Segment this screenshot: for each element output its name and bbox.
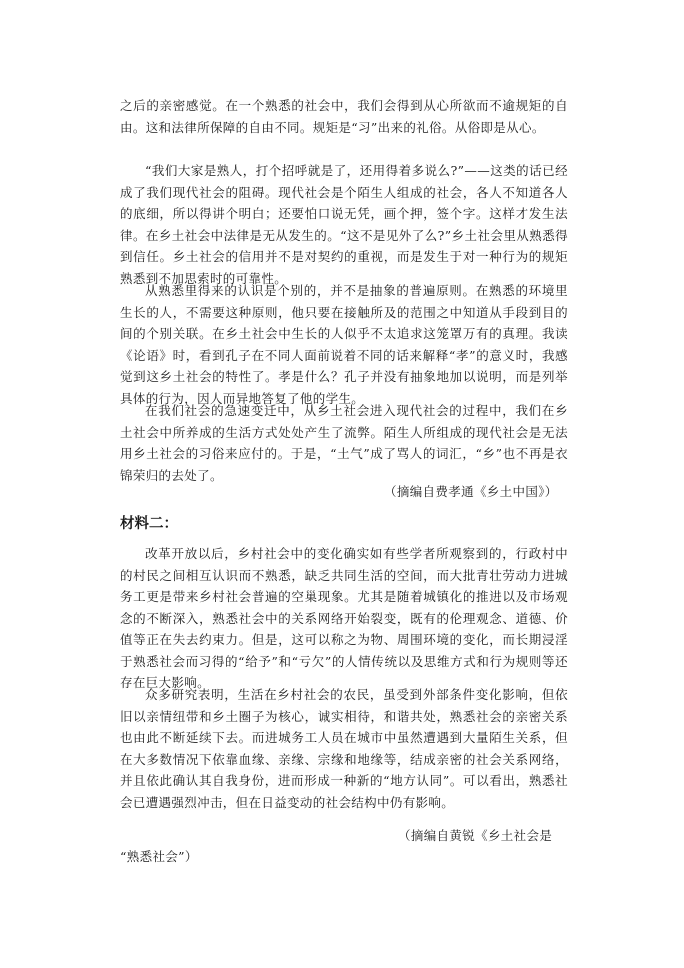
source-citation-1: （摘编自费孝通《乡土中国》） (384, 484, 558, 499)
paragraph-acquaintance-law: “我们大家是熟人，打个招呼就是了，还用得着多说么?”——这类的话已经成了我们现代社会的阻碍。现代社会是个陌生人组成的社会，各人不知道各人的底细，所以得讲个明白；还要怕口说无凭，画个押，签个字。这样才发生法律。在乡土社会中法律是无从发生的。“这不是见外了么?”乡土社会里从熟悉得到信任。乡土社会的信用并不是对契约的重视，而是发生于对一种行为的规矩熟悉到不加思索时的可靠性。 (120, 163, 568, 286)
paragraph-research-findings: 众多研究表明，生活在乡村社会的农民，虽受到外部条件变化影响，但依旧以亲情纽带和乡土圈子为核心，诚实相待，和谐共处，熟悉社会的亲密关系也由此不断延续下去。而进城务工人员在城市中虽然遭遇到大量陌生关系，但在大多数情况下依靠血缘、亲缘、宗缘和地缘等，结成亲密的社会关系网络，并且依此确认其自我身份，进而形成一种新的“地方认同”。可以看出，熟悉社会已遭遇强烈冲击，但在日益变动的社会结构中仍有影响。 (120, 687, 568, 810)
source-citation-2-line1: （摘编自黄锐《乡土社会是 (398, 828, 553, 843)
paragraph-reform-changes: 改革开放以后，乡村社会中的变化确实如有些学者所观察到的，行政村中的村民之间相互认识而不熟悉，缺乏共同生活的空间，而大批青壮劳动力进城务工更是带来乡村社会普遍的空巢现象。尤其是随着城镇化的推进以及市场观念的不断深入，熟悉社会中的关系网络开始裂变，既有的伦理观念、道德、价值等正在失去约束力。但是，这可以称之为物、周围环境的变化，而长期浸淫于熟悉社会而习得的“给予”和“亏欠”的人情传统以及思维方式和行为规则等还存在巨大影响。 (120, 546, 568, 690)
source-citation-2-line2: “熟悉社会”） (120, 849, 198, 864)
material-two-heading: 材料二： (120, 516, 178, 532)
paragraph-familiarity-knowledge: 从熟悉里得来的认识是个别的，并不是抽象的普遍原则。在熟悉的环境里生长的人，不需要这种原则，他只要在接触所及的范围之中知道从手段到目的间的个别关联。在乡土社会中生长的人似乎不太追求这笼罩万有的真理。我读《论语》时，看到孔子在不同人面前说着不同的话来解释“孝”的意义时，我感觉到这乡土社会的特性了。孝是什么？孔子并没有抽象地加以说明，而是列举具体的行为，因人而异地答复了他的学生。 (120, 283, 568, 406)
paragraph-social-change: 在我们社会的急速变迁中，从乡土社会进入现代社会的过程中，我们在乡土社会中所养成的生活方式处处产生了流弊。陌生人所组成的现代社会是无法用乡土社会的习俗来应付的。于是，“土气”成了骂人的词汇，“乡”也不再是衣锦荣归的去处了。 (120, 403, 568, 483)
paragraph-intro-continuation: 之后的亲密感觉。在一个熟悉的社会中，我们会得到从心所欲而不逾规矩的自由。这和法律所保障的自由不同。规矩是“习”出来的礼俗。从俗即是从心。 (120, 98, 568, 135)
